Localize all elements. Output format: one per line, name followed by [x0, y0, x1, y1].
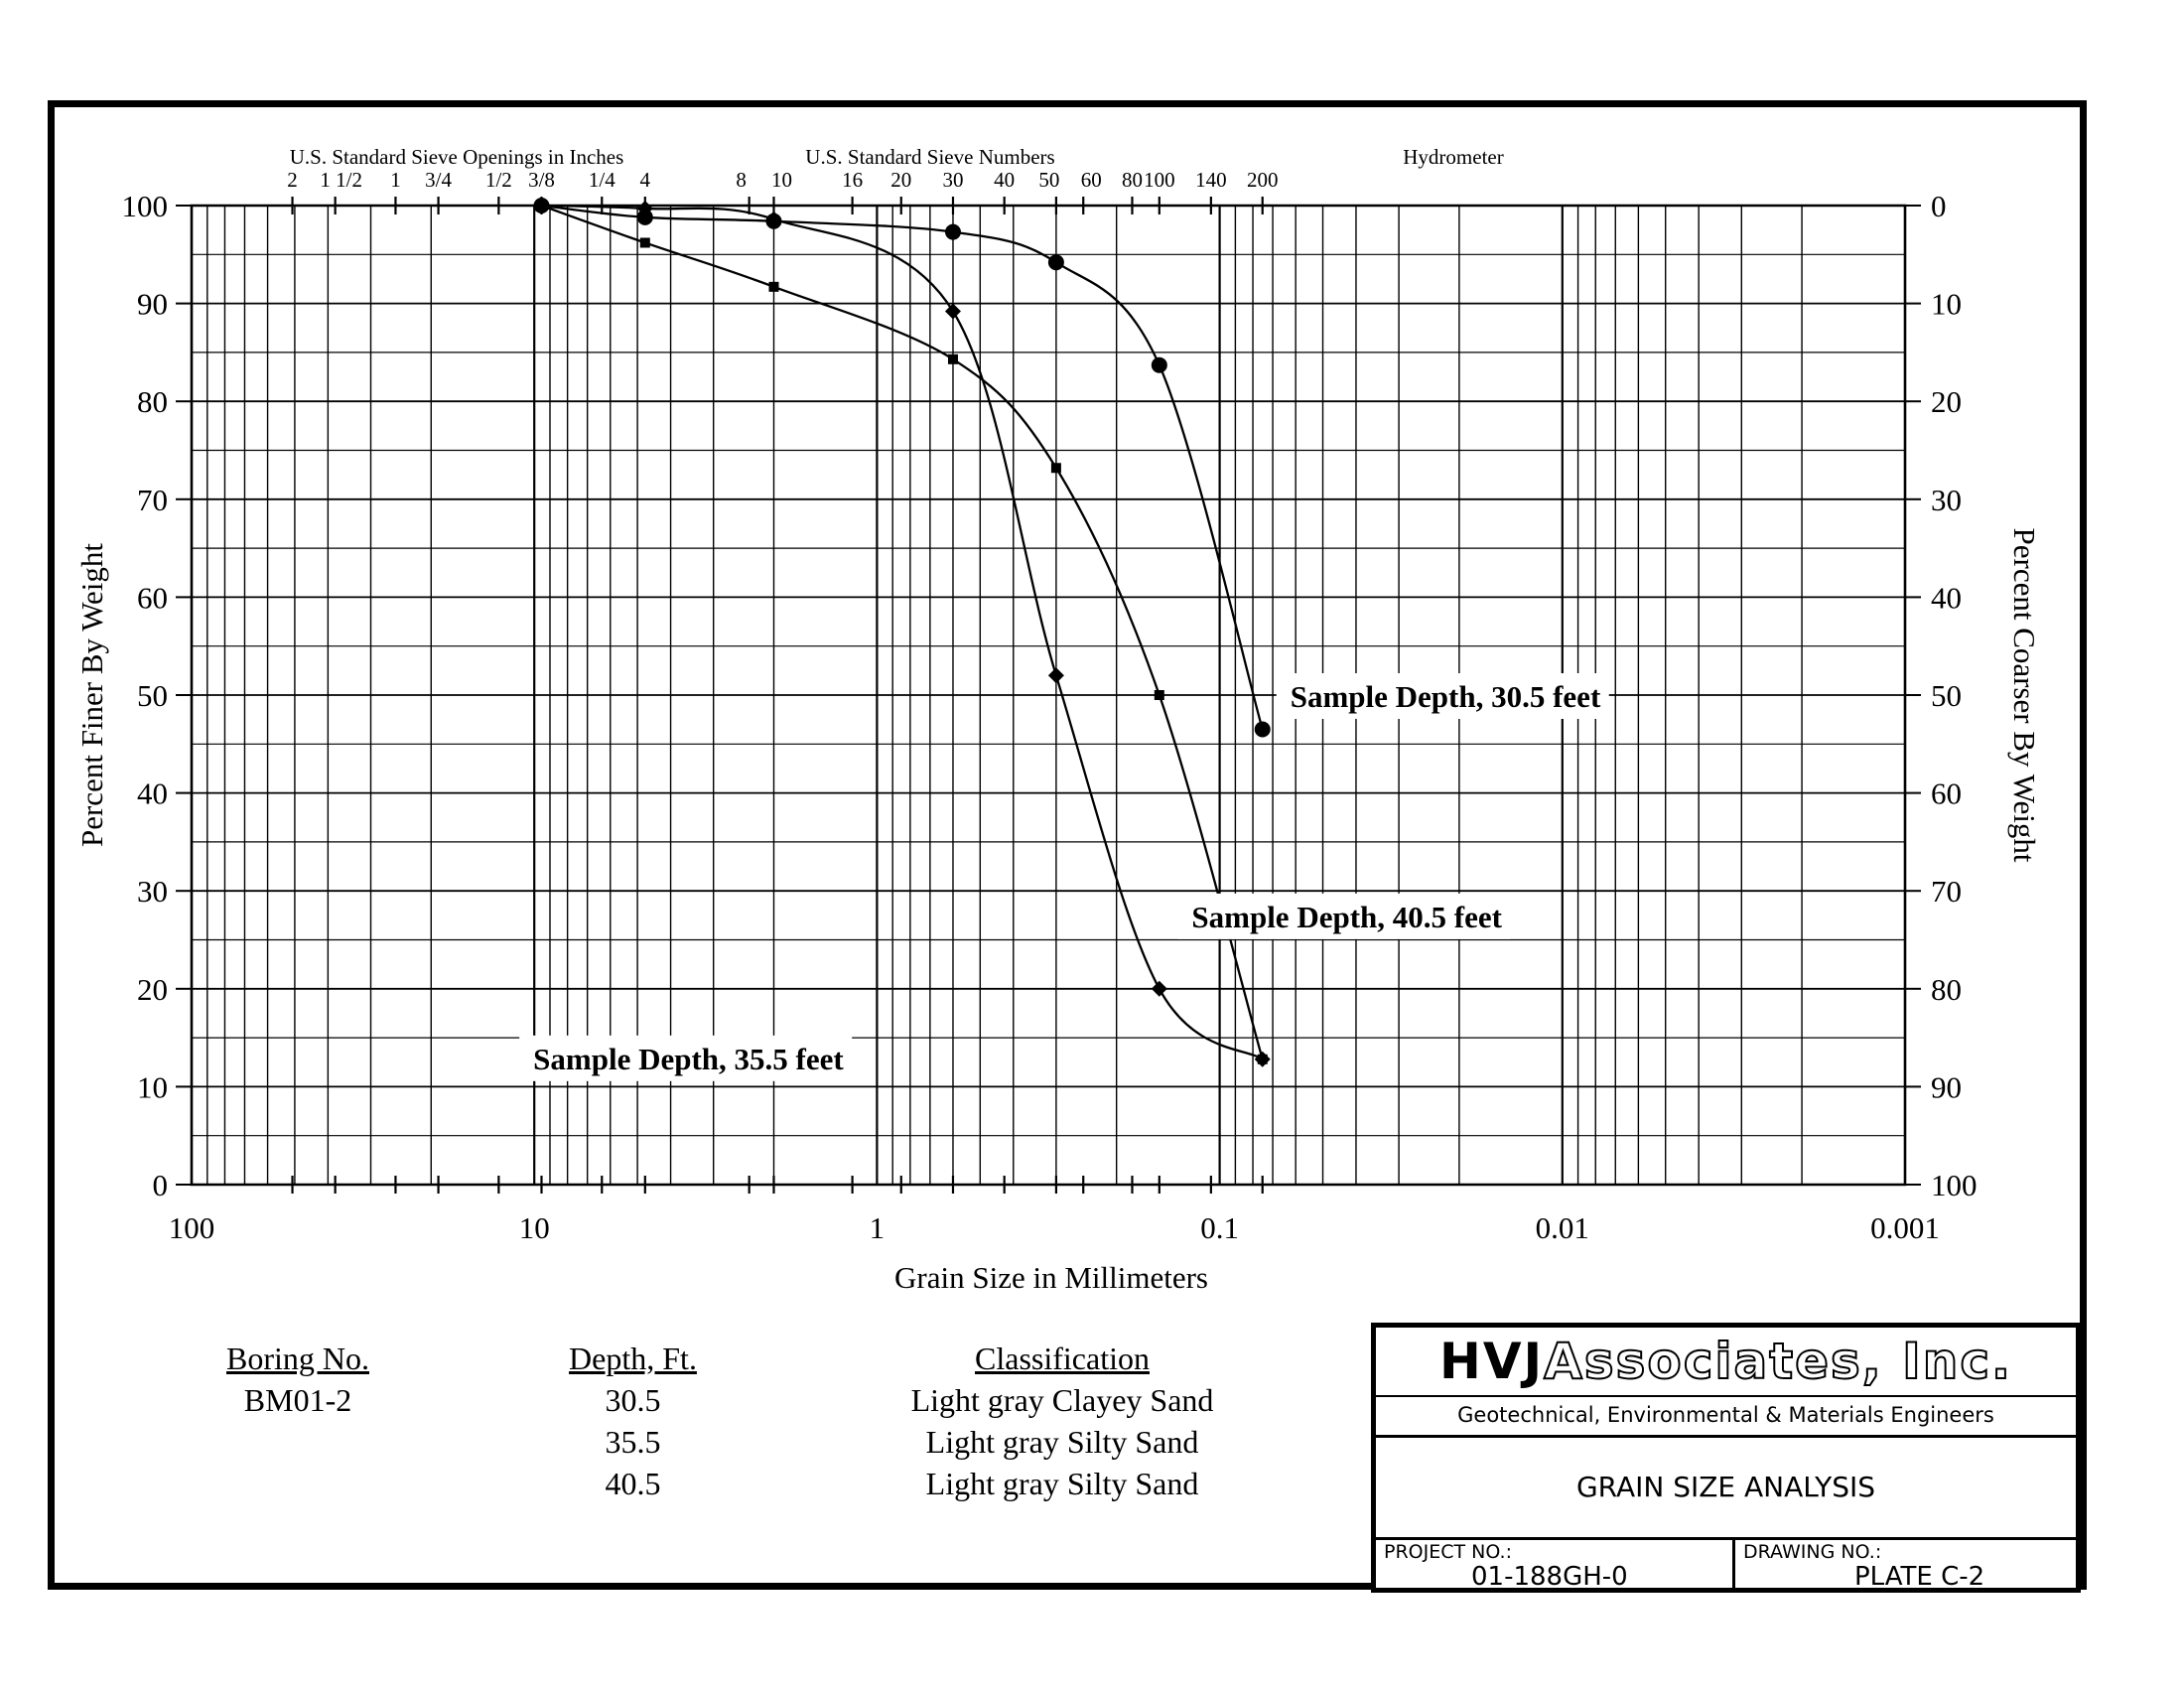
- data-point-diamond: [1152, 981, 1167, 997]
- y-tick-label: 60: [137, 580, 168, 616]
- y-tick-label: 10: [137, 1069, 168, 1105]
- logo-associates: Associates, Inc.: [1544, 1333, 2013, 1390]
- sieve-label: 1 1/2: [320, 168, 362, 192]
- sieve-label: 20: [890, 168, 912, 192]
- series-annotation: Sample Depth, 35.5 feet: [533, 1041, 844, 1076]
- hydrometer-header: Hydrometer: [1403, 145, 1504, 169]
- project-number-value: 01-188GH-0: [1471, 1562, 1628, 1592]
- boring-column: [199, 1338, 397, 1421]
- data-point-square: [640, 237, 650, 247]
- grid: [192, 206, 1905, 1185]
- series: [533, 198, 1270, 1067]
- data-point-square: [768, 282, 778, 292]
- y2-axis-title: Percent Coarser By Weight: [2007, 527, 2042, 863]
- y-tick-label: 40: [137, 776, 168, 811]
- sieve-label: 4: [639, 168, 651, 192]
- classification-value: Light gray Clayey Sand: [910, 1382, 1214, 1418]
- sieve-label: 3/8: [528, 168, 555, 192]
- sieve-label: 1: [390, 168, 401, 192]
- y-tick-label: 50: [137, 678, 168, 713]
- data-point-square: [1258, 1055, 1268, 1064]
- sieve-label: 2: [287, 168, 298, 192]
- y-tick-label: 90: [137, 286, 168, 322]
- depth-value: 35.5: [605, 1424, 661, 1460]
- y-tick-label: 100: [121, 189, 168, 223]
- x-tick-label: 1: [869, 1210, 886, 1245]
- data-point-circle: [1255, 722, 1271, 738]
- depth-value: 40.5: [605, 1466, 661, 1501]
- y-tick-label: 30: [137, 874, 168, 910]
- drawing-title: GRAIN SIZE ANALYSIS: [1376, 1438, 2076, 1540]
- sieve-label: 10: [770, 168, 792, 192]
- boring-header: Boring No.: [226, 1340, 369, 1376]
- axes: [74, 145, 2042, 1295]
- y2-tick-label: 90: [1931, 1069, 1962, 1105]
- y-tick-label: 20: [137, 971, 168, 1007]
- data-point-diamond: [1048, 667, 1064, 683]
- sieve-label: 40: [994, 168, 1016, 192]
- sieve-label: 140: [1195, 168, 1227, 192]
- data-point-circle: [1048, 254, 1064, 270]
- x-tick-label: 0.001: [1870, 1210, 1940, 1245]
- y2-tick-label: 60: [1931, 776, 1962, 811]
- data-point-circle: [1152, 357, 1167, 373]
- company-logo: [1376, 1328, 2076, 1397]
- title-block: [1371, 1323, 2081, 1593]
- company-subtitle: Geotechnical, Environmental & Materials Engineers: [1376, 1397, 2076, 1438]
- boring-value: BM01-2: [243, 1382, 352, 1418]
- sieve-label: 100: [1144, 168, 1175, 192]
- sieve-inches-header: U.S. Standard Sieve Openings in Inches: [289, 145, 624, 169]
- data-point-square: [536, 201, 546, 211]
- x-tick-label: 100: [168, 1210, 215, 1245]
- data-point-square: [948, 354, 958, 364]
- y-tick-label: 70: [137, 482, 168, 517]
- y2-tick-label: 50: [1931, 678, 1962, 713]
- y-tick-label: 0: [152, 1168, 168, 1202]
- series-annotation: Sample Depth, 40.5 feet: [1191, 899, 1502, 934]
- y2-tick-label: 0: [1931, 189, 1947, 223]
- classification-column: [874, 1338, 1251, 1504]
- sieve-label: 1/4: [588, 168, 615, 192]
- sieve-label: 1/2: [484, 168, 512, 192]
- y2-tick-label: 10: [1931, 286, 1962, 322]
- drawing-number-label: DRAWING NO.:: [1743, 1541, 1882, 1563]
- classification-value: Light gray Silty Sand: [925, 1466, 1199, 1501]
- labels: [519, 673, 1609, 1081]
- series-annotation: Sample Depth, 30.5 feet: [1290, 679, 1601, 714]
- depth-header: Depth, Ft.: [569, 1340, 697, 1376]
- x-axis-title: Grain Size in Millimeters: [894, 1260, 1208, 1295]
- depth-column: [546, 1338, 720, 1504]
- y-axis-title: Percent Finer By Weight: [74, 542, 109, 848]
- y-tick-label: 80: [137, 384, 168, 420]
- y2-tick-label: 80: [1931, 971, 1962, 1007]
- project-number-cell: [1376, 1540, 1735, 1593]
- series-line-1: [541, 206, 1262, 730]
- y2-tick-label: 30: [1931, 482, 1962, 517]
- data-point-square: [1155, 690, 1164, 700]
- project-number-label: PROJECT NO.:: [1384, 1541, 1512, 1563]
- depth-value: 30.5: [605, 1382, 661, 1418]
- classification-header: Classification: [975, 1340, 1150, 1376]
- sieve-label: 50: [1038, 168, 1060, 192]
- x-tick-label: 0.01: [1535, 1210, 1589, 1245]
- y2-tick-label: 20: [1931, 384, 1962, 420]
- drawing-number-value: PLATE C-2: [1854, 1562, 1985, 1592]
- x-tick-label: 0.1: [1200, 1210, 1239, 1245]
- sieve-label: 200: [1246, 168, 1279, 192]
- sieve-label: 16: [842, 168, 864, 192]
- y2-tick-label: 70: [1931, 874, 1962, 910]
- series-line-3: [541, 206, 1262, 1059]
- sieve-label: 60: [1080, 168, 1102, 192]
- sieve-label: 3/4: [425, 168, 453, 192]
- logo-hvj: HVJ: [1438, 1333, 1545, 1390]
- drawing-number-cell: [1735, 1540, 2076, 1593]
- y2-tick-label: 40: [1931, 580, 1962, 616]
- sieve-numbers-header: U.S. Standard Sieve Numbers: [805, 145, 1055, 169]
- data-point-square: [1051, 463, 1061, 473]
- data-point-diamond: [945, 303, 961, 319]
- sieve-label: 8: [736, 168, 747, 192]
- sieve-label: 80: [1121, 168, 1143, 192]
- sieve-label: 30: [942, 168, 964, 192]
- classification-value: Light gray Silty Sand: [925, 1424, 1199, 1460]
- data-point-circle: [945, 224, 961, 240]
- x-tick-label: 10: [518, 1210, 550, 1245]
- y2-tick-label: 100: [1931, 1168, 1978, 1202]
